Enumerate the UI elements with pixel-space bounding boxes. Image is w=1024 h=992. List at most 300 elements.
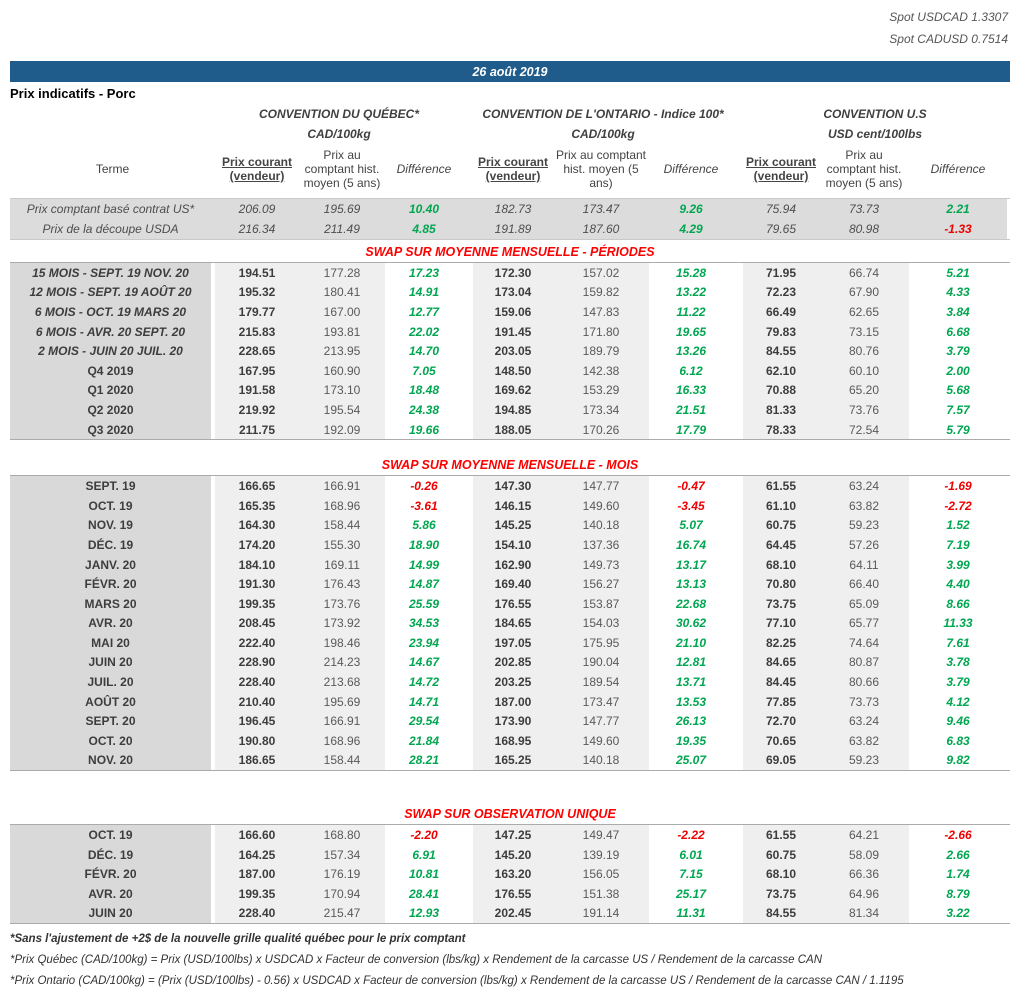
column-gap (733, 420, 743, 440)
terme-cell: DÉC. 19 (10, 845, 215, 865)
price-hist-cell: 159.82 (553, 283, 649, 303)
column-gap (733, 825, 743, 845)
price-current-cell: 77.10 (743, 614, 819, 634)
terme-cell: SEPT. 19 (10, 476, 215, 496)
column-gap (463, 555, 473, 575)
price-current-cell: 168.95 (473, 731, 553, 751)
difference-cell: -0.47 (649, 476, 733, 496)
price-current-cell: 162.90 (473, 555, 553, 575)
price-current-cell: 71.95 (743, 263, 819, 283)
price-hist-cell: 198.46 (299, 633, 385, 653)
price-hist-cell: 211.49 (299, 219, 385, 239)
swap-sections (10, 241, 1010, 924)
price-hist-cell: 149.73 (553, 555, 649, 575)
price-hist-cell: 149.47 (553, 825, 649, 845)
difference-cell: 11.31 (649, 904, 733, 924)
price-hist-cell: 64.21 (819, 825, 909, 845)
column-gap (733, 555, 743, 575)
difference-cell: 3.79 (909, 341, 1007, 361)
price-current-cell: 188.05 (473, 420, 553, 440)
difference-cell: 13.71 (649, 672, 733, 692)
difference-cell: 6.01 (649, 845, 733, 865)
column-gap (463, 731, 473, 751)
difference-cell: 13.26 (649, 341, 733, 361)
price-hist-cell: 147.83 (553, 302, 649, 322)
difference-cell: 11.33 (909, 614, 1007, 634)
price-current-cell: 172.30 (473, 263, 553, 283)
column-gap (463, 825, 473, 845)
terme-cell: OCT. 20 (10, 731, 215, 751)
difference-cell: 14.99 (385, 555, 463, 575)
price-hist-cell: 147.77 (553, 711, 649, 731)
difference-cell: -2.20 (385, 825, 463, 845)
price-hist-cell: 168.80 (299, 825, 385, 845)
column-gap (733, 672, 743, 692)
column-gap (463, 884, 473, 904)
report-date: 26 août 2019 (472, 64, 548, 79)
difference-cell: 18.48 (385, 381, 463, 401)
price-current-cell: 61.55 (743, 825, 819, 845)
price-current-cell: 199.35 (215, 594, 299, 614)
terme-cell: AVR. 20 (10, 884, 215, 904)
price-hist-cell: 59.23 (819, 516, 909, 536)
difference-cell: 28.21 (385, 751, 463, 771)
column-gap (463, 751, 473, 771)
price-hist-cell: 66.40 (819, 574, 909, 594)
column-gap (733, 711, 743, 731)
quebec-difference-header: Différence (396, 162, 452, 177)
difference-cell: -2.22 (649, 825, 733, 845)
difference-cell: 3.78 (909, 653, 1007, 673)
terme-cell: MARS 20 (10, 594, 215, 614)
column-gap (733, 845, 743, 865)
terme-cell: AOÛT 20 (10, 692, 215, 712)
difference-cell: 3.79 (909, 672, 1007, 692)
column-gap (463, 302, 473, 322)
difference-cell: 13.53 (649, 692, 733, 712)
difference-cell: 3.99 (909, 555, 1007, 575)
price-hist-cell: 167.00 (299, 302, 385, 322)
spot-usdcad: Spot USDCAD 1.3307 (889, 10, 1008, 24)
column-gap (463, 381, 473, 401)
column-gap (463, 864, 473, 884)
price-current-cell: 167.95 (215, 361, 299, 381)
price-hist-cell: 171.80 (553, 322, 649, 342)
price-current-cell: 70.88 (743, 381, 819, 401)
column-gap (463, 283, 473, 303)
price-current-cell: 79.65 (743, 219, 819, 239)
column-gap (733, 904, 743, 924)
difference-cell: 9.46 (909, 711, 1007, 731)
price-hist-cell: 193.81 (299, 322, 385, 342)
terme-cell: Q3 2020 (10, 420, 215, 440)
column-gap (733, 614, 743, 634)
difference-cell: 14.71 (385, 692, 463, 712)
terme-cell: Prix de la découpe USDA (10, 219, 215, 239)
convention-ontario-title: CONVENTION DE L'ONTARIO - Indice 100* (482, 106, 724, 121)
us-prix-comptant-header: Prix au comptant hist. moyen (5 ans) (825, 148, 903, 190)
price-hist-cell: 57.26 (819, 535, 909, 555)
price-current-cell: 81.33 (743, 400, 819, 420)
column-gap (463, 711, 473, 731)
difference-cell: 34.53 (385, 614, 463, 634)
difference-cell: 23.94 (385, 633, 463, 653)
difference-cell: 12.77 (385, 302, 463, 322)
price-current-cell: 208.45 (215, 614, 299, 634)
difference-cell: 1.74 (909, 864, 1007, 884)
column-gap (463, 574, 473, 594)
prix-courant-label: Prix courant (745, 155, 817, 170)
price-current-cell: 179.77 (215, 302, 299, 322)
difference-cell: 13.17 (649, 555, 733, 575)
price-hist-cell: 74.64 (819, 633, 909, 653)
price-hist-cell: 176.19 (299, 864, 385, 884)
price-hist-cell: 80.98 (819, 219, 909, 239)
difference-cell: 21.84 (385, 731, 463, 751)
section-table (10, 824, 1010, 924)
column-gap (733, 731, 743, 751)
terme-cell: JUIL. 20 (10, 672, 215, 692)
section-table (10, 475, 1010, 771)
difference-cell: 17.79 (649, 420, 733, 440)
price-current-cell: 199.35 (215, 884, 299, 904)
terme-cell: MAI 20 (10, 633, 215, 653)
vendeur-label: (vendeur) (229, 169, 285, 183)
price-current-cell: 196.45 (215, 711, 299, 731)
price-current-cell: 169.62 (473, 381, 553, 401)
column-gap (733, 381, 743, 401)
price-current-cell: 72.23 (743, 283, 819, 303)
price-current-cell: 211.75 (215, 420, 299, 440)
price-current-cell: 70.80 (743, 574, 819, 594)
column-gap (463, 653, 473, 673)
price-hist-cell: 65.77 (819, 614, 909, 634)
column-gap (733, 283, 743, 303)
price-current-cell: 194.85 (473, 400, 553, 420)
price-current-cell: 187.00 (215, 864, 299, 884)
price-current-cell: 68.10 (743, 555, 819, 575)
terme-cell: SEPT. 20 (10, 711, 215, 731)
price-hist-cell: 169.11 (299, 555, 385, 575)
difference-cell: 9.26 (649, 199, 733, 219)
price-hist-cell: 155.30 (299, 535, 385, 555)
price-hist-cell: 195.69 (299, 692, 385, 712)
price-current-cell: 186.65 (215, 751, 299, 771)
price-hist-cell: 142.38 (553, 361, 649, 381)
difference-cell: 29.54 (385, 711, 463, 731)
price-hist-cell: 63.82 (819, 496, 909, 516)
terme-cell: 12 MOIS - SEPT. 19 AOÛT 20 (10, 283, 215, 303)
price-hist-cell: 156.05 (553, 864, 649, 884)
difference-cell: 24.38 (385, 400, 463, 420)
price-hist-cell: 158.44 (299, 516, 385, 536)
terme-cell: 6 MOIS - OCT. 19 MARS 20 (10, 302, 215, 322)
difference-cell: 21.10 (649, 633, 733, 653)
column-gap (733, 199, 743, 219)
difference-cell: 11.22 (649, 302, 733, 322)
convention-ontario-unit: CAD/100kg (571, 127, 635, 141)
terme-cell: 2 MOIS - JUIN 20 JUIL. 20 (10, 341, 215, 361)
difference-cell: -3.45 (649, 496, 733, 516)
price-current-cell: 159.06 (473, 302, 553, 322)
price-current-cell: 154.10 (473, 535, 553, 555)
price-hist-cell: 153.87 (553, 594, 649, 614)
footnote: *Prix Ontario (CAD/100kg) = (Prix (USD/100lbs) - 0.56) x USDCAD x Facteur de conversion (lbs/kg) x Rendement de la carcasse US / Rendement de la carcasse CAN / 1.1195 (10, 975, 904, 988)
spacer (463, 124, 473, 144)
difference-cell: 22.68 (649, 594, 733, 614)
column-gap (463, 614, 473, 634)
terme-cell: FÉVR. 20 (10, 574, 215, 594)
price-hist-cell: 160.90 (299, 361, 385, 381)
spacer (10, 124, 215, 144)
difference-cell: 18.90 (385, 535, 463, 555)
difference-cell: 30.62 (649, 614, 733, 634)
spacer (733, 144, 743, 196)
column-gap (463, 420, 473, 440)
price-current-cell: 147.25 (473, 825, 553, 845)
price-hist-cell: 63.82 (819, 731, 909, 751)
terme-cell: NOV. 19 (10, 516, 215, 536)
difference-cell: 4.12 (909, 692, 1007, 712)
price-hist-cell: 139.19 (553, 845, 649, 865)
terme-cell: JUIN 20 (10, 904, 215, 924)
price-current-cell: 202.85 (473, 653, 553, 673)
price-hist-cell: 80.66 (819, 672, 909, 692)
price-current-cell: 184.65 (473, 614, 553, 634)
difference-cell: 12.81 (649, 653, 733, 673)
column-gap (733, 361, 743, 381)
price-hist-cell: 215.47 (299, 904, 385, 924)
price-current-cell: 145.20 (473, 845, 553, 865)
difference-cell: 8.66 (909, 594, 1007, 614)
difference-cell: 5.21 (909, 263, 1007, 283)
column-gap (733, 864, 743, 884)
difference-cell: 2.00 (909, 361, 1007, 381)
difference-cell: 21.51 (649, 400, 733, 420)
price-current-cell: 176.55 (473, 594, 553, 614)
price-hist-cell: 214.23 (299, 653, 385, 673)
price-hist-cell: 173.92 (299, 614, 385, 634)
price-hist-cell: 189.54 (553, 672, 649, 692)
price-current-cell: 216.34 (215, 219, 299, 239)
price-hist-cell: 168.96 (299, 496, 385, 516)
price-current-cell: 165.35 (215, 496, 299, 516)
difference-cell: 7.57 (909, 400, 1007, 420)
price-hist-cell: 170.94 (299, 884, 385, 904)
price-current-cell: 228.40 (215, 904, 299, 924)
price-hist-cell: 73.15 (819, 322, 909, 342)
terme-cell: OCT. 19 (10, 496, 215, 516)
price-hist-cell: 195.54 (299, 400, 385, 420)
price-current-cell: 70.65 (743, 731, 819, 751)
difference-cell: 10.40 (385, 199, 463, 219)
difference-cell: 19.65 (649, 322, 733, 342)
vendeur-label: (vendeur) (485, 169, 541, 183)
difference-cell: 4.29 (649, 219, 733, 239)
difference-cell: 7.19 (909, 535, 1007, 555)
convention-us-title: CONVENTION U.S (823, 106, 927, 121)
price-current-cell: 206.09 (215, 199, 299, 219)
difference-cell: 28.41 (385, 884, 463, 904)
price-hist-cell: 67.90 (819, 283, 909, 303)
us-prix-courant-header (743, 144, 819, 196)
price-current-cell: 228.65 (215, 341, 299, 361)
price-hist-cell: 73.73 (819, 199, 909, 219)
price-hist-cell: 80.76 (819, 341, 909, 361)
price-current-cell: 78.33 (743, 420, 819, 440)
price-current-cell: 194.51 (215, 263, 299, 283)
price-hist-cell: 63.24 (819, 476, 909, 496)
terme-cell: DÉC. 19 (10, 535, 215, 555)
price-current-cell: 145.25 (473, 516, 553, 536)
price-current-cell: 195.32 (215, 283, 299, 303)
price-hist-cell: 173.47 (553, 692, 649, 712)
spot-price-block (10, 198, 1010, 240)
price-hist-cell: 192.09 (299, 420, 385, 440)
difference-cell: 10.81 (385, 864, 463, 884)
price-current-cell: 197.05 (473, 633, 553, 653)
price-hist-cell: 140.18 (553, 516, 649, 536)
price-hist-cell: 173.47 (553, 199, 649, 219)
column-gap (463, 219, 473, 239)
price-current-cell: 163.20 (473, 864, 553, 884)
difference-cell: 3.22 (909, 904, 1007, 924)
column-gap (463, 516, 473, 536)
difference-cell: 2.21 (909, 199, 1007, 219)
price-hist-cell: 149.60 (553, 731, 649, 751)
price-current-cell: 69.05 (743, 751, 819, 771)
difference-cell: 17.23 (385, 263, 463, 283)
difference-cell: -2.66 (909, 825, 1007, 845)
difference-cell: 13.22 (649, 283, 733, 303)
price-current-cell: 174.20 (215, 535, 299, 555)
section-title: SWAP SUR MOYENNE MENSUELLE - PÉRIODES (365, 244, 655, 259)
date-bar (10, 61, 1010, 82)
price-hist-cell: 151.38 (553, 884, 649, 904)
price-current-cell: 62.10 (743, 361, 819, 381)
difference-cell: -3.61 (385, 496, 463, 516)
difference-cell: 2.66 (909, 845, 1007, 865)
difference-cell: 6.12 (649, 361, 733, 381)
footnote: *Sans l'ajustement de +2$ de la nouvelle grille qualité québec pour le prix comptant (10, 933, 466, 946)
price-hist-cell: 195.69 (299, 199, 385, 219)
price-hist-cell: 173.34 (553, 400, 649, 420)
section-title: SWAP SUR MOYENNE MENSUELLE - MOIS (381, 457, 639, 472)
price-current-cell: 191.58 (215, 381, 299, 401)
terme-column-header: Terme (95, 162, 130, 177)
price-hist-cell: 66.36 (819, 864, 909, 884)
price-hist-cell: 213.68 (299, 672, 385, 692)
column-gap (463, 263, 473, 283)
column-gap (463, 199, 473, 219)
price-hist-cell: 156.27 (553, 574, 649, 594)
price-current-cell: 82.25 (743, 633, 819, 653)
difference-cell: 3.84 (909, 302, 1007, 322)
difference-cell: -1.69 (909, 476, 1007, 496)
column-gap (733, 496, 743, 516)
section-table (10, 262, 1010, 440)
price-current-cell: 184.10 (215, 555, 299, 575)
difference-cell: 16.33 (649, 381, 733, 401)
price-hist-cell: 63.24 (819, 711, 909, 731)
price-hist-cell: 73.73 (819, 692, 909, 712)
price-hist-cell: 137.36 (553, 535, 649, 555)
ontario-difference-header: Différence (663, 162, 719, 177)
terme-cell: 6 MOIS - AVR. 20 SEPT. 20 (10, 322, 215, 342)
column-gap (463, 692, 473, 712)
price-hist-cell: 157.34 (299, 845, 385, 865)
difference-cell: -1.33 (909, 219, 1007, 239)
terme-cell: Prix comptant basé contrat US* (10, 199, 215, 219)
column-gap (733, 476, 743, 496)
price-hist-cell: 157.02 (553, 263, 649, 283)
price-current-cell: 147.30 (473, 476, 553, 496)
price-current-cell: 61.10 (743, 496, 819, 516)
price-current-cell: 219.92 (215, 400, 299, 420)
column-gap (463, 476, 473, 496)
price-current-cell: 182.73 (473, 199, 553, 219)
price-hist-cell: 213.95 (299, 341, 385, 361)
difference-cell: -0.26 (385, 476, 463, 496)
difference-cell: 1.52 (909, 516, 1007, 536)
price-hist-cell: 180.41 (299, 283, 385, 303)
price-current-cell: 84.55 (743, 341, 819, 361)
price-current-cell: 73.75 (743, 884, 819, 904)
spacer (10, 103, 215, 124)
ontario-prix-courant-header (473, 144, 553, 196)
price-hist-cell: 166.91 (299, 711, 385, 731)
column-gap (733, 535, 743, 555)
spacer (463, 144, 473, 196)
price-hist-cell: 173.10 (299, 381, 385, 401)
price-hist-cell: 147.77 (553, 476, 649, 496)
price-current-cell: 191.45 (473, 322, 553, 342)
vendeur-label: (vendeur) (753, 169, 809, 183)
price-current-cell: 203.25 (473, 672, 553, 692)
price-hist-cell: 176.43 (299, 574, 385, 594)
prix-courant-label: Prix courant (477, 155, 549, 170)
difference-cell: 13.13 (649, 574, 733, 594)
difference-cell: 14.91 (385, 283, 463, 303)
price-current-cell: 187.00 (473, 692, 553, 712)
column-gap (463, 341, 473, 361)
section-title: SWAP SUR OBSERVATION UNIQUE (404, 806, 616, 821)
price-current-cell: 173.90 (473, 711, 553, 731)
price-current-cell: 215.83 (215, 322, 299, 342)
table-header-grid (10, 103, 1010, 196)
price-current-cell: 84.55 (743, 904, 819, 924)
price-current-cell: 228.90 (215, 653, 299, 673)
convention-quebec-unit: CAD/100kg (307, 127, 371, 141)
prix-courant-label: Prix courant (221, 155, 293, 170)
footnote: *Prix Québec (CAD/100kg) = Prix (USD/100lbs) x USDCAD x Facteur de conversion (lbs/kg) x Rendement de la carcasse US / Rendement de la carcasse CAN (10, 954, 823, 967)
difference-cell: 5.86 (385, 516, 463, 536)
price-hist-cell: 64.11 (819, 555, 909, 575)
price-current-cell: 73.75 (743, 594, 819, 614)
difference-cell: 6.68 (909, 322, 1007, 342)
price-current-cell: 165.25 (473, 751, 553, 771)
terme-cell: NOV. 20 (10, 751, 215, 771)
price-hist-cell: 189.79 (553, 341, 649, 361)
price-current-cell: 166.65 (215, 476, 299, 496)
price-hist-cell: 60.10 (819, 361, 909, 381)
price-current-cell: 146.15 (473, 496, 553, 516)
price-hist-cell: 73.76 (819, 400, 909, 420)
difference-cell: 6.83 (909, 731, 1007, 751)
price-hist-cell: 65.09 (819, 594, 909, 614)
column-gap (463, 594, 473, 614)
price-hist-cell: 177.28 (299, 263, 385, 283)
